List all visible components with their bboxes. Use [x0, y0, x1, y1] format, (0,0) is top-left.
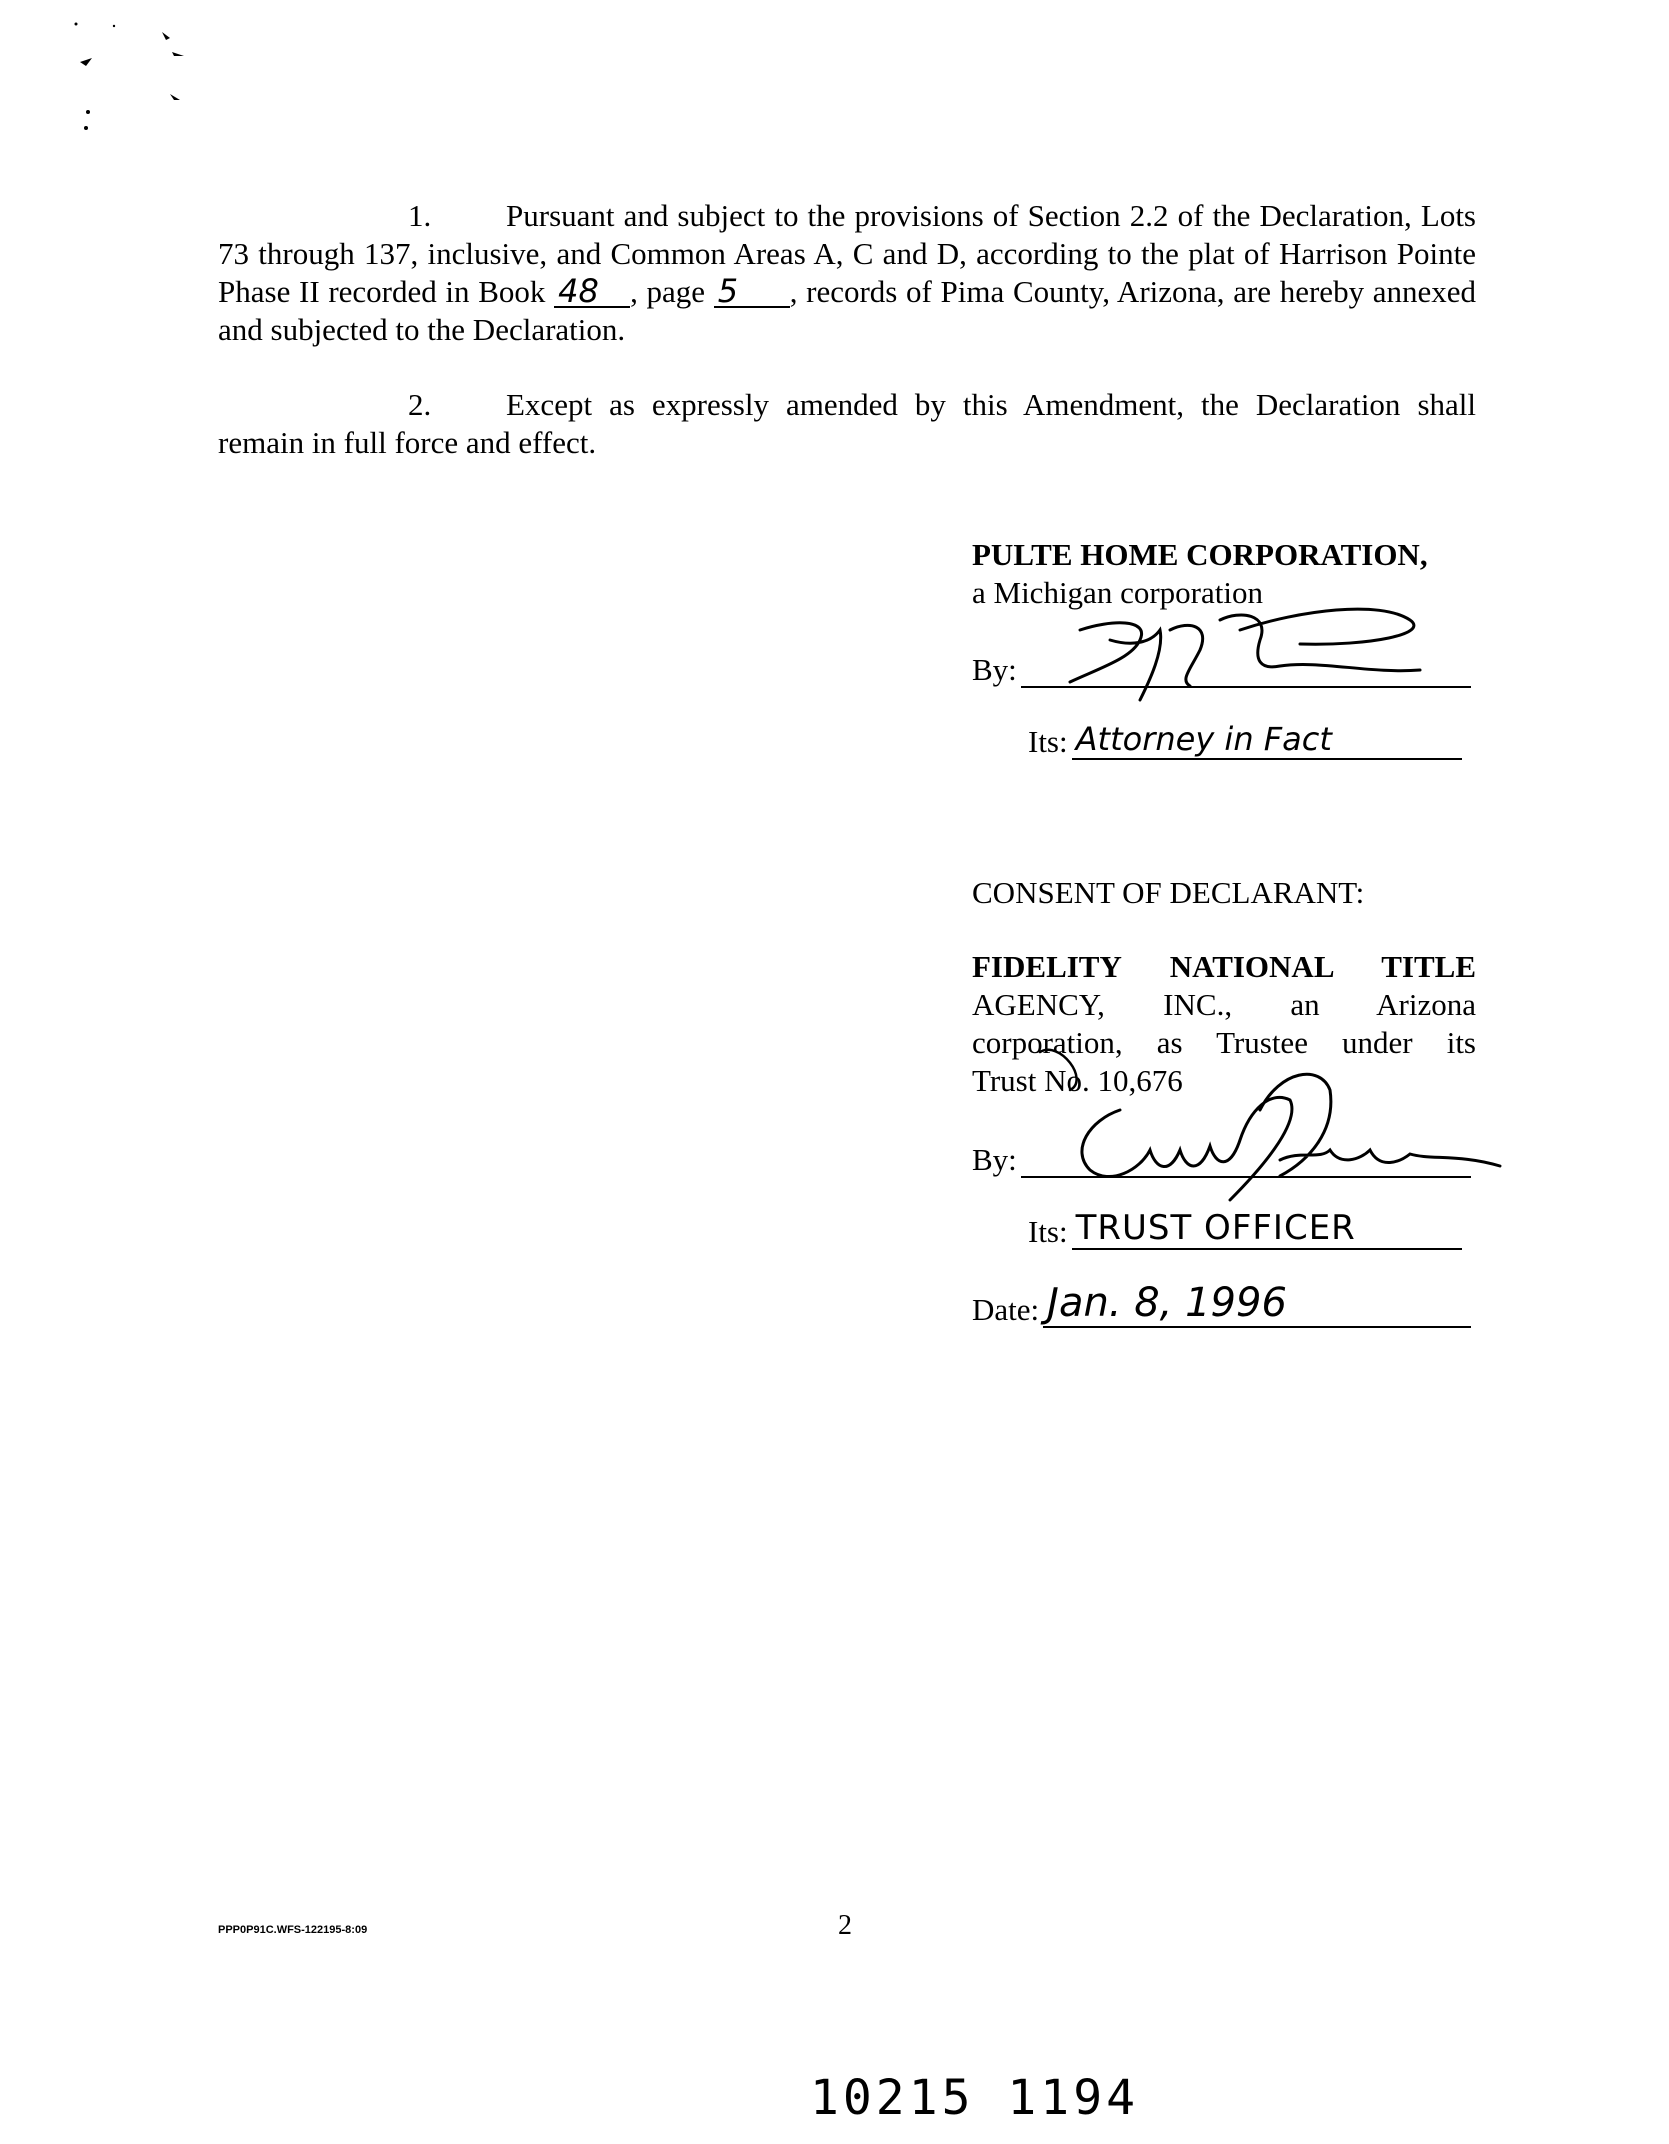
footer-file-code: PPP0P91C.WFS-122195-8:09 [218, 1924, 368, 1936]
fidelity-entity-line-4: Trust No. 10,676 [972, 1063, 1183, 1098]
fidelity-date-label: Date: [972, 1292, 1040, 1327]
book-number-field: 48 [554, 276, 630, 308]
consent-heading-block [972, 874, 1476, 912]
paragraph-1-text-a: Pursuant and subject to the provisions of Section 2.2 of the Declaration, Lots 73 through 137, inclusive, and Common Areas A, C and D, according to the plat of Harrison Pointe Phase II recorded in Book [218, 198, 1476, 309]
fidelity-by-label: By: [972, 1142, 1017, 1177]
pulte-its-value: Attorney in Fact [1075, 720, 1332, 758]
paragraph-1 [218, 197, 1476, 349]
page-number: 2 [838, 1910, 852, 1941]
fidelity-its-label: Its: [1028, 1214, 1068, 1249]
page-number-field: 5 [714, 276, 790, 308]
pulte-company-descriptor: a Michigan corporation [972, 575, 1263, 610]
document-number: 10215 1194 [810, 2070, 1139, 2126]
fidelity-its-rule [1072, 1208, 1462, 1250]
paragraph-2 [218, 386, 1476, 462]
scan-specks-icon [70, 20, 210, 140]
pulte-its-line [1028, 718, 1462, 760]
fidelity-date-value: Jan. 8, 1996 [1047, 1280, 1287, 1326]
paragraph-1-text-b: , records of Pima County, Arizona, are hereby annexed and subjected to the Declaration. [218, 274, 1477, 347]
pulte-by-label: By: [972, 652, 1017, 687]
pulte-its-label: Its: [1028, 724, 1068, 759]
fidelity-entity-line-3: corporation, as Trustee under its [972, 1025, 1476, 1060]
fidelity-date-line [972, 1280, 1471, 1328]
pulte-company-name: PULTE HOME CORPORATION, [972, 537, 1428, 572]
paragraph-2-text: Except as expressly amended by this Amendment, the Declaration shall remain in full force and effect. [218, 387, 1476, 460]
fidelity-entity-line-1: FIDELITY NATIONAL TITLE [972, 949, 1476, 984]
fidelity-handwritten-signature-icon [1030, 1050, 1510, 1220]
fidelity-date-rule [1043, 1280, 1471, 1328]
fidelity-entity-line-2: AGENCY, INC., an Arizona [972, 987, 1476, 1022]
pulte-handwritten-signature-icon [1040, 600, 1460, 710]
fidelity-its-value: TRUST OFFICER [1075, 1208, 1356, 1248]
pulte-its-rule [1072, 718, 1462, 760]
paragraph-1-page-label: , page [630, 274, 706, 309]
paragraph-1-number: 1. [408, 198, 432, 233]
fidelity-its-line [1028, 1208, 1462, 1250]
paragraph-2-number: 2. [408, 387, 432, 422]
consent-heading: CONSENT OF DECLARANT: [972, 875, 1365, 910]
